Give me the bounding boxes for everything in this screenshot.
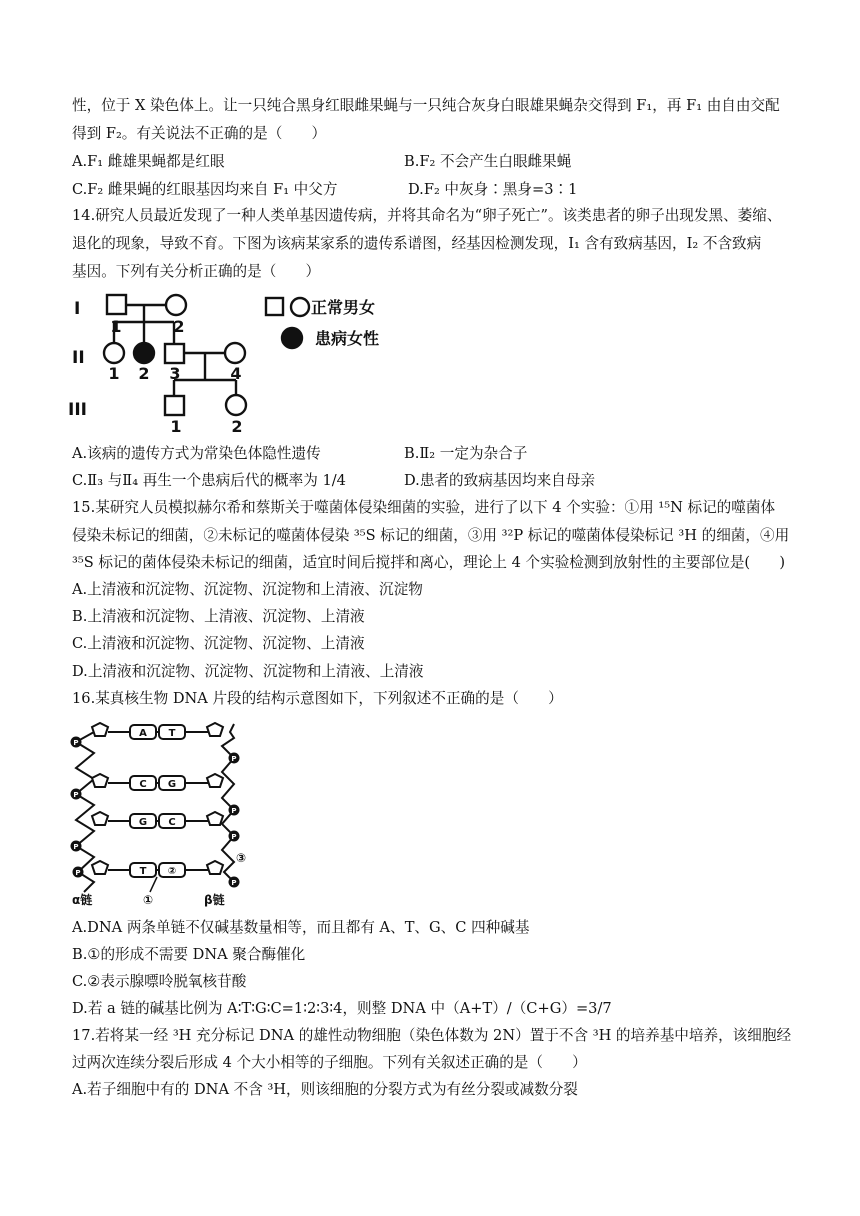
dna-base-2-4: ② [167,866,177,877]
q14-stem-line1: 14.研究人员最近发现了一种人类单基因遗传病，并将其命名为“卵子死亡”。该类患者的卵子出现发黑、萎缩、 [72,207,782,224]
dna-pair-2 [92,774,223,790]
dna-structure-diagram [64,712,254,910]
label-3: ③ [236,851,247,865]
pedigree-label-ii4: 4 [230,364,242,383]
q13-option-d: D.F₂ 中灰身∶黑身=3∶1 [408,181,578,198]
dna-base-c-3: C [168,817,176,828]
dna-base-t-1: T [168,728,176,739]
q14-option-d: D.患者的致病基因均来自母亲 [404,472,595,489]
q13-option-a: A.F₁ 雌雄果蝇都是红眼 [72,153,225,170]
phosphate-label: P [231,755,237,763]
q15-stem-line1: 15.某研究人员模拟赫尔希和蔡斯关于噬菌体侵染细菌的实验，进行了以下 4 个实验：①用 ¹⁵N 标记的噬菌体 [72,499,776,516]
pedigree-i1-normal-male [107,295,126,314]
q13-option-c: C.F₂ 雌果蝇的红眼基因均来自 F₁ 中父方 [72,181,338,198]
dna-base-g-3: G [138,817,148,828]
phosphate-label: P [231,807,237,815]
pedigree-label-ii1: 1 [108,364,120,383]
phosphate-label: P [231,879,237,887]
pedigree-label-ii2: 2 [138,364,150,383]
q16-stem: 16.某真核生物 DNA 片段的结构示意图如下，下列叙述不正确的是（ ） [72,690,563,707]
legend-male-icon [266,298,283,315]
q15-stem-line2: 侵染未标记的细菌，②未标记的噬菌体侵染 ³⁵S 标记的细菌，③用 ³²P 标记的噬菌体侵染标记 ³H 的细菌，④用 [72,527,790,544]
pedigree-label-i2: 2 [173,317,185,336]
phosphate-label: P [75,869,81,877]
pedigree-label-ii3: 3 [169,364,181,383]
pedigree-i2-normal-female [166,295,186,315]
phosphate-label: P [73,739,79,747]
q15-option-d: D.上清液和沉淀物、沉淀物、沉淀物和上清液、上清液 [72,663,424,680]
pedigree-iii2-normal-female [226,395,246,415]
pedigree-label-iii2: 2 [231,417,243,436]
pedigree-chart [60,288,410,438]
q17-stem-line2: 过两次连续分裂后形成 4 个大小相等的子细胞。下列有关叙述正确的是（ ） [72,1054,587,1071]
q17-option-a: A.若子细胞中有的 DNA 不含 ³H，则该细胞的分裂方式为有丝分裂或减数分裂 [72,1081,578,1098]
dna-base-a-1: A [139,728,147,739]
q16-option-c: C.②表示腺嘌呤脱氧核苷酸 [72,973,247,990]
q14-option-a: A.该病的遗传方式为常染色体隐性遗传 [72,445,321,462]
pedigree-ii3-normal-male [165,344,184,363]
q15-option-a: A.上清液和沉淀物、沉淀物、沉淀物和上清液、沉淀物 [72,581,423,598]
pedigree-ii2-affected-female [134,343,154,363]
legend-female-icon [291,298,309,316]
label-1: ① [143,893,154,907]
q16-option-a: A.DNA 两条单链不仅碱基数量相等，而且都有 A、T、G、C 四种碱基 [72,919,530,936]
generation-label-ii: II [72,348,85,368]
q14-option-c: C.Ⅱ₃ 与Ⅱ₄ 再生一个患病后代的概率为 1/4 [72,472,346,489]
phosphate-label: P [231,833,237,841]
dna-pair-1 [92,723,223,739]
pedigree-iii1-normal-male [165,396,184,415]
q13-stem-line1: 性，位于 X 染色体上。让一只纯合黑身红眼雌果蝇与一只纯合灰身白眼雄果蝇杂交得到 F₁，再 F₁ 由自由交配 [72,97,780,114]
dna-pair-4 [92,861,223,877]
q13-stem-line2: 得到 F₂。有关说法不正确的是（ ） [72,125,327,142]
beta-chain-label: β链 [204,893,225,907]
q16-option-d: D.若 a 链的碱基比例为 A∶T∶G∶C=1∶2∶3∶4，则整 DNA 中（A+T）/（C+G）=3/7 [72,1000,612,1017]
phosphate-label: P [73,843,79,851]
generation-label-i: I [74,299,81,319]
q15-stem-line3: ³⁵S 标记的菌体侵染未标记的细菌，适宜时间后搅拌和离心，理论上 4 个实验检测到放射性的主要部位是( ) [72,554,786,571]
legend-affected-label: 患病女性 [315,329,380,348]
pedigree-label-iii1: 1 [170,417,182,436]
pedigree-ii1-normal-female [104,343,124,363]
q14-option-b: B.Ⅱ₂ 一定为杂合子 [404,445,528,462]
q15-option-b: B.上清液和沉淀物、上清液、沉淀物、上清液 [72,608,365,625]
q14-stem-line3: 基因。下列有关分析正确的是（ ） [72,263,321,280]
dna-pair-3 [92,812,223,828]
dna-base-g-2: G [167,779,177,790]
q15-option-c: C.上清液和沉淀物、沉淀物、沉淀物、上清液 [72,635,365,652]
legend-normal-label: 正常男女 [311,298,376,317]
generation-label-iii: III [68,400,87,420]
pedigree-ii4-normal-female [225,343,245,363]
q17-stem-line1: 17.若将某一经 ³H 充分标记 DNA 的雄性动物细胞（染色体数为 2N）置于不含 ³H 的培养基中培养，该细胞经 [72,1027,792,1044]
q13-option-b: B.F₂ 不会产生白眼雌果蝇 [404,153,572,170]
q16-option-b: B.①的形成不需要 DNA 聚合酶催化 [72,946,306,963]
pedigree-label-i1: 1 [110,317,122,336]
legend-affected-female-icon [282,328,302,348]
dna-base-t-4: T [139,866,147,877]
alpha-chain-label: α链 [72,893,93,907]
dna-base-c-2: C [139,779,147,790]
q14-stem-line2: 退化的现象，导致不育。下图为该病某家系的遗传系谱图，经基因检测发现，Ⅰ₁ 含有致病基因，Ⅰ₂ 不含致病 [72,235,762,252]
phosphate-label: P [73,791,79,799]
